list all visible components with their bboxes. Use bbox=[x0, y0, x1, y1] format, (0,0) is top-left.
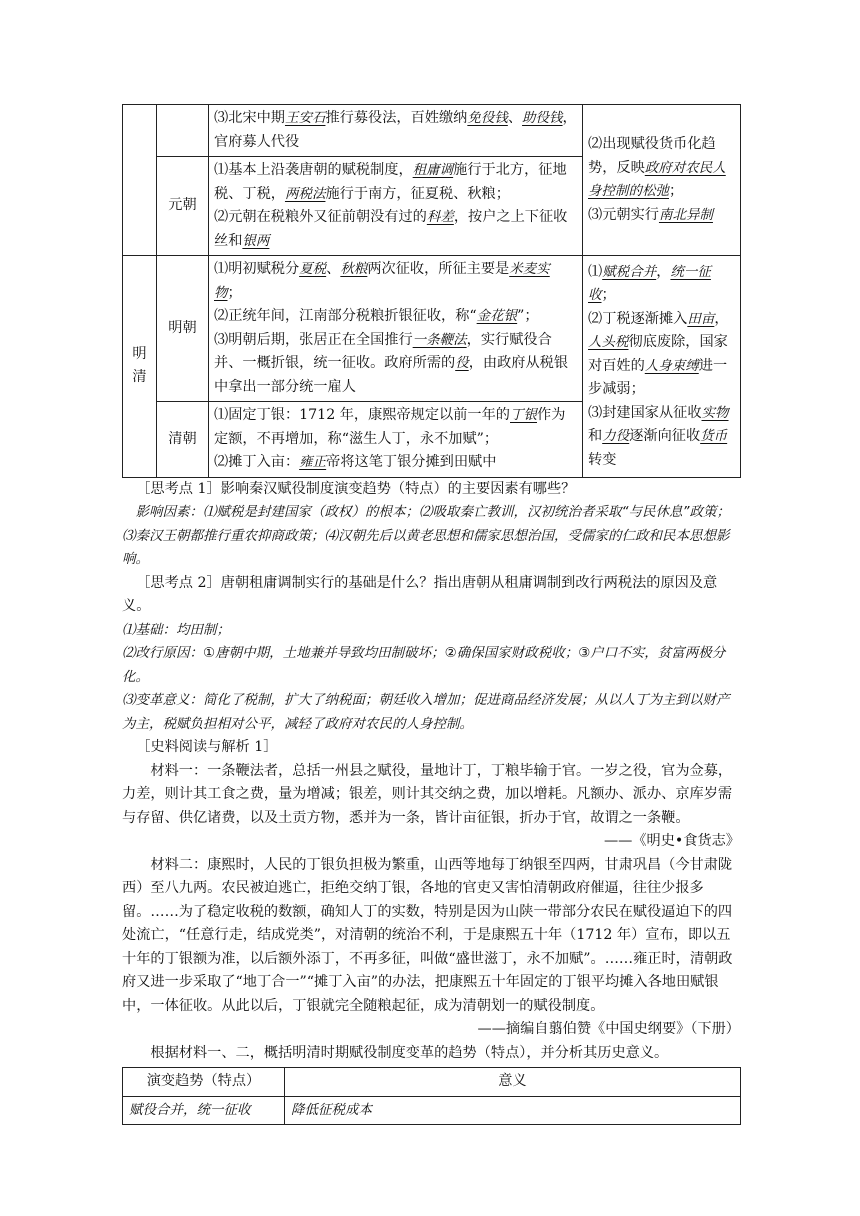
keyword: 一条鞭法 bbox=[412, 331, 467, 348]
keyword: 金花银 bbox=[476, 308, 518, 324]
era-cell-song-yuan bbox=[123, 105, 157, 256]
content-cell-qing bbox=[209, 402, 583, 478]
think-point-2-question: ［思考点 2］唐朝租庸调制实行的基础是什么？指出唐朝从租庸调制到改行两税法的原因及意义。 bbox=[122, 574, 718, 614]
dynasty-label-ming: 明朝 bbox=[157, 256, 209, 402]
column-header-meaning: 意义 bbox=[285, 1068, 741, 1097]
keyword: 人身束缚 bbox=[644, 357, 699, 374]
keyword: 租庸调 bbox=[412, 162, 454, 178]
table-row bbox=[123, 105, 741, 157]
think-point-2-answer-2: ⑵改行原因：①唐朝中期，土地兼并导致均田制破坏；②确保国家财政税收；③户口不实，贫富两极分化。 bbox=[122, 645, 726, 685]
text: ，官府募人代役 bbox=[214, 110, 577, 150]
text: ⑵出现赋役货币化趋势，反映 bbox=[588, 136, 716, 176]
dynasty-label-qing: 清朝 bbox=[157, 402, 209, 478]
text: ⑶明朝后期，张居正在全国推行 bbox=[214, 331, 413, 348]
keyword: 米麦实物 bbox=[214, 261, 550, 301]
text: ⑴明初赋税分 bbox=[214, 261, 300, 277]
text: ⑴ bbox=[588, 263, 603, 280]
text: 、 bbox=[507, 110, 523, 126]
text: 作为定额，不再增加，称“滋生人丁，永不加赋”； bbox=[214, 407, 566, 447]
keyword: 人头税 bbox=[588, 334, 629, 350]
text: ，实行赋役合并、一概折银，统一征收。政府所需的 bbox=[214, 331, 552, 371]
text: ，按户之上下征收丝和 bbox=[214, 209, 568, 249]
text: ⑴基本上沿袭唐朝的赋税制度， bbox=[214, 162, 413, 178]
material-2: 材料二：康熙时，人民的丁银负担极为繁重，山西等地每丁纳银至四两，甘肃巩昌（今甘肃陇西）至八九两。农民被迫逃亡，拒绝交纳丁银，各地的官吏又害怕清朝政府催逼，往往少报多留。……为了稳定收税的数额，确知人丁的实数，特别是因为山陕一带部分农民在赋役逼迫下的四处流亡，“任意行走，结成党类”，对清朝的统治不利，于是康熙五十年（1712 年）宣布，即以五十年的丁银额为准，以后额外添丁，不再多征，叫做“盛世滋丁，永不加赋”。……雍正时，清朝政府又进一步采取了“地丁合一”“摊丁入亩”的办法，把康熙五十年固定的丁银平均摊入各地田赋银中，一体征收。从此以后，丁银就完全随粮起征，成为清朝划一的赋役制度。 bbox=[122, 856, 733, 1014]
keyword: 秋粮 bbox=[340, 261, 368, 277]
keyword: 田亩 bbox=[687, 310, 715, 327]
text: ， bbox=[714, 310, 729, 327]
text: ⑵正统年间，江南部分税粮折银征收，称“ bbox=[214, 308, 477, 324]
text: ⑶北宋中期 bbox=[214, 110, 285, 126]
dynasty-cell-song bbox=[157, 105, 209, 157]
text: 帝将这笔丁银分摊到田赋中 bbox=[326, 454, 497, 470]
text: 施行于北方，征地税、丁税， bbox=[214, 162, 567, 202]
text: ， bbox=[656, 263, 671, 280]
trend-cell-song-yuan bbox=[583, 105, 741, 256]
keyword: 助役钱 bbox=[522, 110, 563, 126]
text: 和 bbox=[588, 428, 603, 444]
table-header-row bbox=[123, 1068, 741, 1097]
think-point-2-answer-3: ⑶变革意义：简化了税制，扩大了纳税面；朝廷收入增加；促进商品经济发展；从以人丁为主到以财产为主，税赋负担相对公平，减轻了政府对农民的人身控制。 bbox=[122, 692, 730, 732]
answer-table bbox=[122, 1067, 741, 1125]
material-2-source: ——摘编自翦伯赞《中国史纲要》（下册） bbox=[477, 1021, 740, 1037]
text: ； bbox=[227, 284, 242, 301]
content-cell-yuan bbox=[209, 157, 583, 256]
content-cell-ming bbox=[209, 256, 583, 402]
keyword: 役 bbox=[455, 355, 469, 371]
table-cell: 降低征税成本 bbox=[285, 1096, 741, 1125]
text: 转变 bbox=[588, 451, 617, 468]
keyword: 两税法 bbox=[284, 185, 326, 202]
keyword: 科差 bbox=[426, 209, 454, 225]
text: 进一步减弱； bbox=[588, 357, 728, 397]
keyword: 丁银 bbox=[510, 407, 537, 423]
keyword: 统一征收 bbox=[588, 263, 711, 303]
keyword: 免役钱 bbox=[467, 110, 508, 126]
tax-history-table bbox=[122, 104, 741, 478]
text: ”； bbox=[517, 308, 539, 324]
content-cell-song bbox=[209, 105, 583, 157]
text: 彻底废除，国家对百姓的 bbox=[588, 334, 728, 374]
material-1-source: ——《明史•食货志》 bbox=[603, 833, 740, 849]
text: 逐渐向征收 bbox=[629, 428, 701, 444]
think-point-1-answer: 影响因素：⑴赋税是封建国家（政权）的根本；⑵吸取秦亡教训，汉初统治者采取“与民休息”政策；⑶秦汉王朝都推行重农抑商政策；⑷汉朝先后以黄老思想和儒家思想治国，受儒家的仁政和民本思想影响。 bbox=[122, 504, 730, 567]
text: ⑶封建国家从征收 bbox=[588, 404, 702, 421]
think-point-1-question: ［思考点 1］影响秦汉赋役制度演变趋势（特点）的主要因素有哪些？ bbox=[136, 480, 576, 497]
text: ⑶元朝实行 bbox=[588, 206, 659, 223]
table-row bbox=[123, 256, 741, 402]
reading-title: ［史料阅读与解析 1］ bbox=[136, 739, 278, 755]
keyword: 力役 bbox=[602, 428, 630, 444]
text: ⑴固定丁银：1712 年，康熙帝规定以前一年的 bbox=[214, 407, 510, 423]
column-header-trend: 演变趋势（特点） bbox=[123, 1068, 285, 1097]
keyword: 夏税 bbox=[299, 261, 327, 277]
keyword: 雍正 bbox=[299, 454, 327, 470]
text: 、 bbox=[326, 261, 341, 277]
era-label-mingqing: 明清 bbox=[123, 256, 157, 478]
trend-cell-mingqing bbox=[583, 256, 741, 478]
text: ，由政府从税银中拿出一部分统一雇人 bbox=[214, 355, 569, 395]
text: ⑵元朝在税粮外又征前朝没有过的 bbox=[214, 209, 427, 225]
keyword: 赋税合并 bbox=[602, 263, 657, 280]
text: 推行募役法，百姓缴纳 bbox=[325, 110, 468, 126]
table-row bbox=[123, 1096, 741, 1125]
dynasty-label-yuan: 元朝 bbox=[157, 157, 209, 256]
text: ⑵摊丁入亩： bbox=[214, 454, 300, 470]
text: ； bbox=[601, 287, 616, 303]
keyword: 银两 bbox=[242, 232, 270, 249]
keyword: 货币 bbox=[700, 428, 728, 444]
material-1: 材料一：一条鞭法者，总括一州县之赋役，量地计丁，丁粮毕输于官。一岁之役，官为佥募，力差，则计其工食之费，量为增减；银差，则计其交纳之费，加以增耗。凡额办、派办、京库岁需与存留、供亿诸费，以及土贡方物，悉并为一条，皆计亩征银，折办于官，故谓之一条鞭。 bbox=[122, 762, 733, 826]
text: ⑵丁税逐渐摊入 bbox=[588, 310, 688, 327]
keyword: 实物 bbox=[701, 404, 729, 421]
text: 施行于南方，征夏税、秋粮； bbox=[325, 185, 510, 202]
think-point-2-answer-1: ⑴基础：均田制； bbox=[122, 621, 230, 638]
text: 两次征收，所征主要是 bbox=[367, 261, 510, 277]
text: ； bbox=[669, 183, 684, 199]
reading-question: 根据材料一、二，概括明清时期赋役制度变革的趋势（特点），并分析其历史意义。 bbox=[150, 1044, 669, 1061]
table-cell: 赋役合并，统一征收 bbox=[123, 1096, 285, 1125]
keyword: 王安石 bbox=[284, 110, 326, 126]
keyword: 南北异制 bbox=[658, 206, 713, 223]
page-content bbox=[122, 104, 740, 1125]
keyword: 政府对农民人身控制的松弛 bbox=[588, 159, 726, 199]
